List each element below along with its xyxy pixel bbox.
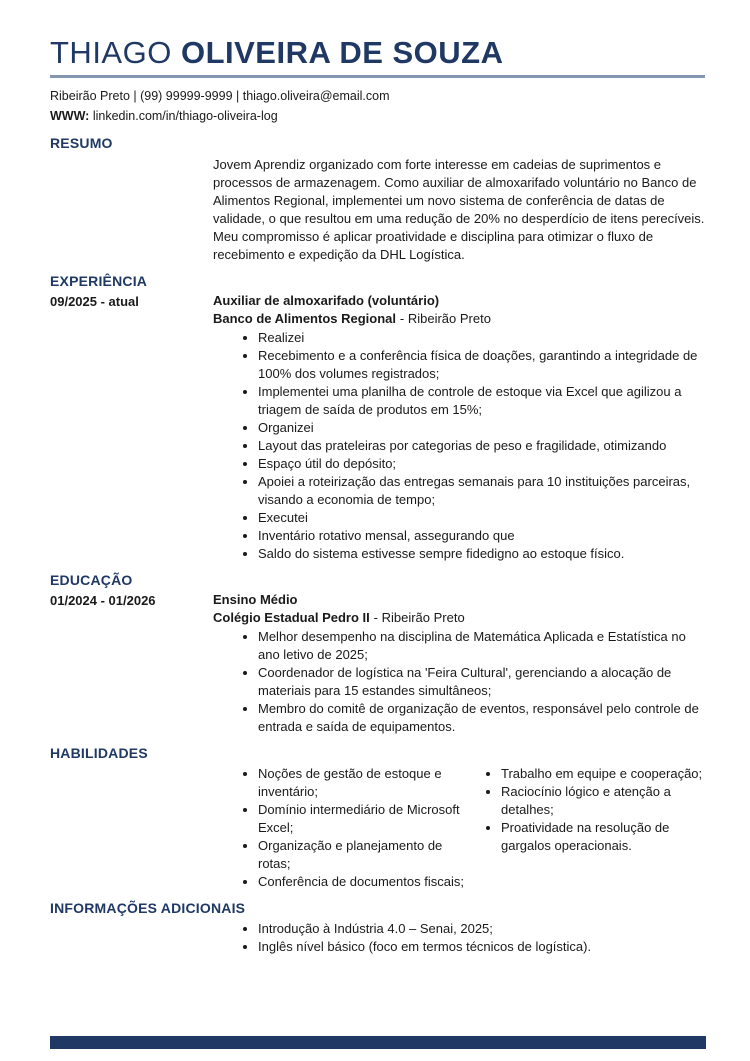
experiencia-bullet-item: • Organizei xyxy=(258,419,705,437)
www-label: WWW: xyxy=(50,109,90,123)
skills-columns xyxy=(213,764,705,891)
informacoes-bullet-item: • Inglês nível básico (foco em termos técnicos de logística). xyxy=(258,938,705,956)
habilidades-body xyxy=(213,764,705,891)
degree-title: Ensino Médio xyxy=(213,592,298,607)
candidate-name xyxy=(50,36,705,70)
section-resumo xyxy=(50,135,705,264)
skill-item: • Domínio intermediário de Microsoft Excel; xyxy=(258,801,477,837)
experiencia-bullet-item: • Layout das prateleiras por categorias de peso e fragilidade, otimizando xyxy=(258,437,705,455)
experiencia-body xyxy=(213,292,705,563)
experiencia-bullet-list xyxy=(213,329,705,563)
educacao-bullet-item: • Melhor desempenho na disciplina de Matemática Aplicada e Estatística no ano letivo de 2025; xyxy=(258,628,705,664)
educacao-bullet-item: • Membro do comitê de organização de eventos, responsável pelo controle de entrada e saída de equipamentos. xyxy=(258,700,705,736)
skill-item: • Conferência de documentos fiscais; xyxy=(258,873,477,891)
job-organization: Banco de Alimentos Regional xyxy=(213,311,396,326)
experiencia-bullet-item: • Implementei uma planilha de controle de estoque via Excel que agilizou a triagem de saída de produtos em 15%; xyxy=(258,383,705,419)
educacao-bullet-item: • Coordenador de logística na 'Feira Cultural', gerenciando a alocação de materiais para 15 estandes simultâneos; xyxy=(258,664,705,700)
educacao-body xyxy=(213,591,705,736)
resumo-body xyxy=(213,154,705,264)
section-habilidades xyxy=(50,745,705,891)
informacoes-left-spacer xyxy=(50,919,213,920)
job-title: Auxiliar de almoxarifado (voluntário) xyxy=(213,293,440,308)
experiencia-bullet-item: • Recebimento e a conferência física de doações, garantindo a integridade de 100% dos volumes registrados; xyxy=(258,347,705,383)
informacoes-bullet-list xyxy=(213,920,705,956)
skills-column-2 xyxy=(477,764,705,891)
school-name: Colégio Estadual Pedro II xyxy=(213,610,370,625)
resumo-row xyxy=(50,154,705,264)
experiencia-bullet-item: • Espaço útil do depósito; xyxy=(258,455,705,473)
school-location: - Ribeirão Preto xyxy=(373,610,465,625)
informacoes-bullet-item: • Introdução à Indústria 4.0 – Senai, 2025; xyxy=(258,920,705,938)
habilidades-heading: HABILIDADES xyxy=(50,745,148,761)
skills-list-1 xyxy=(213,765,477,891)
educacao-row xyxy=(50,591,705,736)
informacoes-row xyxy=(50,919,705,956)
experiencia-heading: EXPERIÊNCIA xyxy=(50,273,148,289)
skills-column-1 xyxy=(213,764,477,891)
skill-item: • Raciocínio lógico e atenção a detalhes; xyxy=(501,783,705,819)
skill-item: • Trabalho em equipe e cooperação; xyxy=(501,765,705,783)
job-location: - Ribeirão Preto xyxy=(399,311,491,326)
candidate-last-name: OLIVEIRA DE SOUZA xyxy=(180,35,504,70)
educacao-bullet-list xyxy=(213,628,705,736)
section-educacao xyxy=(50,572,705,736)
skill-item: • Noções de gestão de estoque e inventário; xyxy=(258,765,477,801)
linkedin-url[interactable]: linkedin.com/in/thiago-oliveira-log xyxy=(92,109,278,123)
resumo-left-spacer xyxy=(50,154,213,155)
informacoes-heading: INFORMAÇÕES ADICIONAIS xyxy=(50,900,246,916)
skills-list-2 xyxy=(477,765,705,855)
experiencia-date-range: 09/2025 - atual xyxy=(50,294,139,309)
summary-paragraph: Jovem Aprendiz organizado com forte interesse em cadeias de suprimentos e processos de armazenagem. Como auxiliar de almoxarifado voluntário no Banco de Alimentos Regional, implementei um novo sistema de conferência de datas de validade, o que resultou em uma redução de 20% no desperdício de itens perecíveis. Meu compromisso é aplicar proatividade e disciplina para otimizar o fluxo de recebimento e expedição da DHL Logística. xyxy=(213,157,705,262)
header-divider-line xyxy=(50,75,705,78)
experiencia-bullet-item: • Saldo do sistema estivesse sempre fidedigno ao estoque físico. xyxy=(258,545,705,563)
experiencia-row xyxy=(50,292,705,563)
habilidades-left-spacer xyxy=(50,764,213,765)
educacao-date-range: 01/2024 - 01/2026 xyxy=(50,593,156,608)
experiencia-bullet-item: • Realizei xyxy=(258,329,705,347)
contact-line[interactable]: Ribeirão Preto | (99) 99999-9999 | thiago.oliveira@email.com xyxy=(50,89,390,103)
section-informacoes-adicionais xyxy=(50,900,705,956)
resume-header xyxy=(50,36,705,126)
section-experiencia xyxy=(50,273,705,563)
school-org-line xyxy=(213,609,705,627)
job-org-line xyxy=(213,310,705,328)
skill-item: • Proatividade na resolução de gargalos operacionais. xyxy=(501,819,705,855)
resumo-heading: RESUMO xyxy=(50,135,113,151)
skill-item: • Organização e planejamento de rotas; xyxy=(258,837,477,873)
habilidades-row xyxy=(50,764,705,891)
experiencia-bullet-item: • Inventário rotativo mensal, assegurando que xyxy=(258,527,705,545)
website-line xyxy=(50,107,705,126)
experiencia-bullet-item: • Executei xyxy=(258,509,705,527)
candidate-first-name: THIAGO xyxy=(50,35,172,70)
experiencia-bullet-item: • Apoiei a roteirização das entregas semanais para 10 instituições parceiras, visando a economia de tempo; xyxy=(258,473,705,509)
footer-accent-bar xyxy=(50,1036,706,1049)
informacoes-body xyxy=(213,919,705,956)
educacao-heading: EDUCAÇÃO xyxy=(50,572,133,588)
